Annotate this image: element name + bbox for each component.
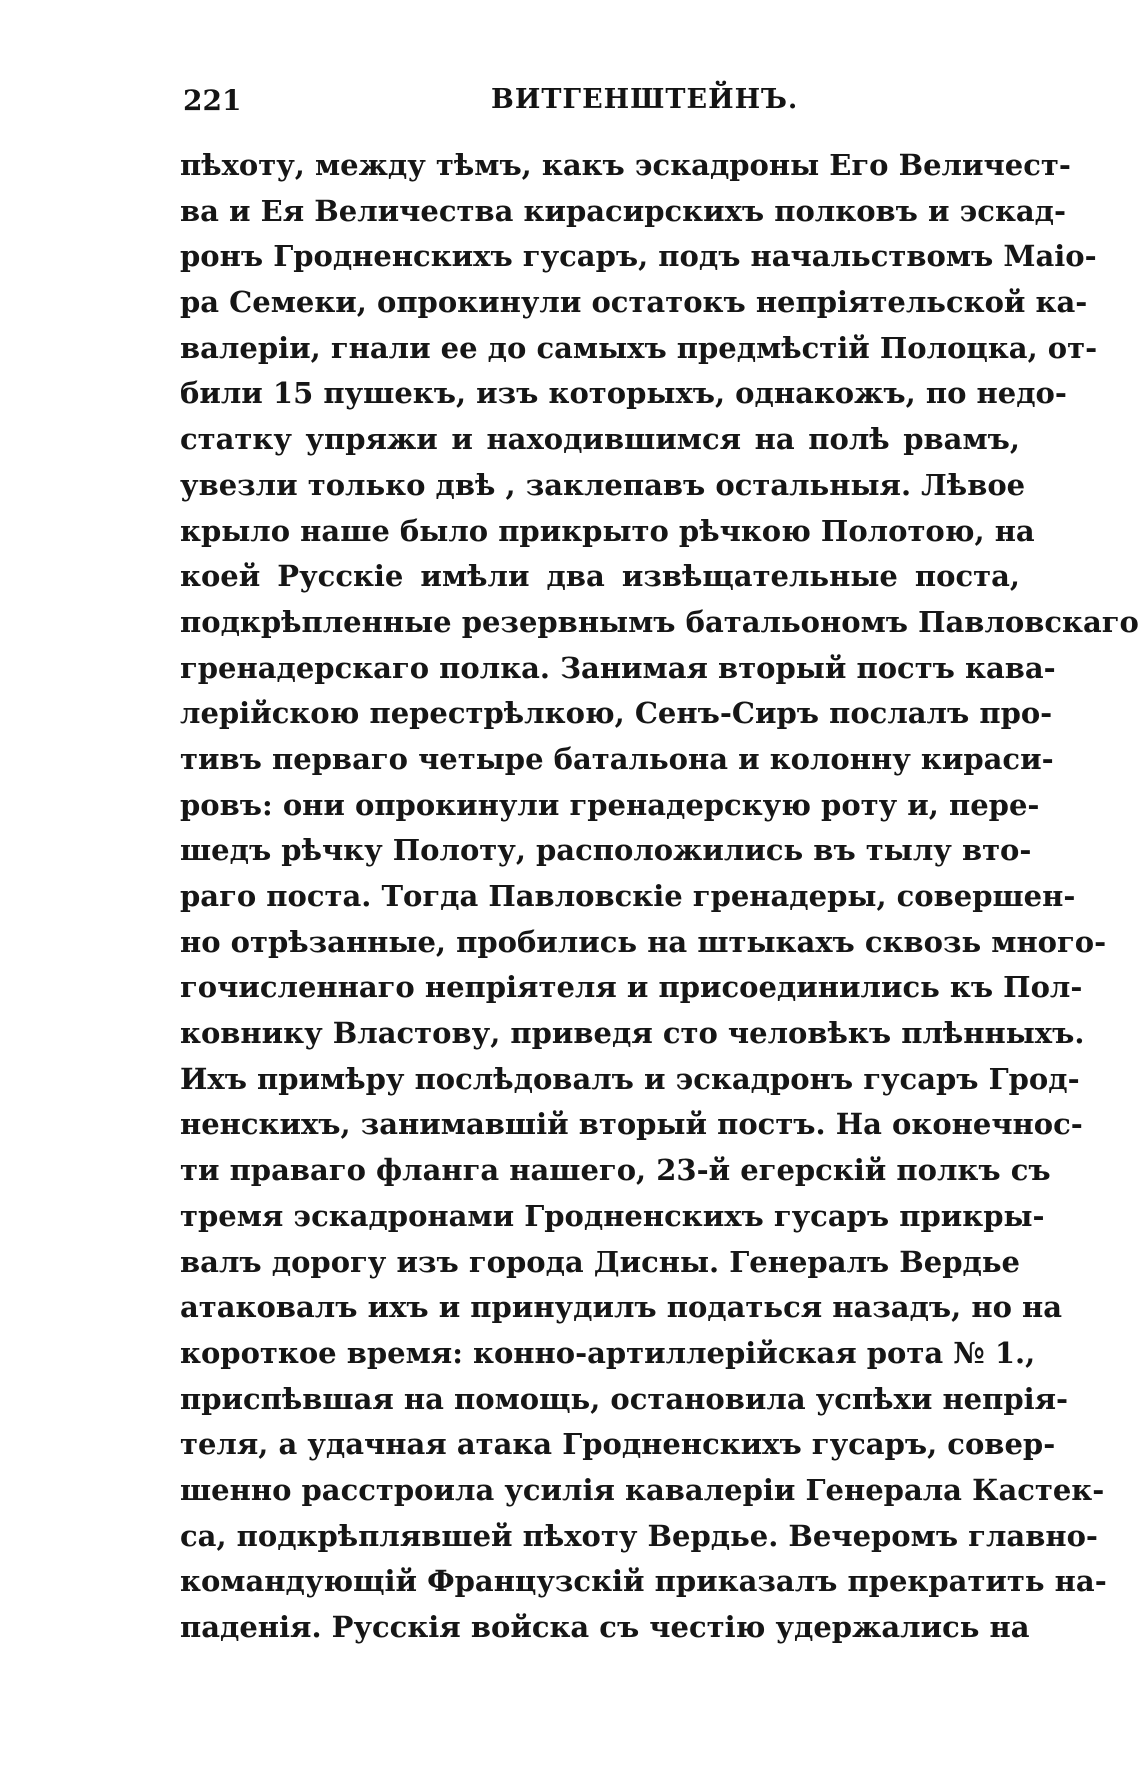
text-line: статку упряжи и находившимся на полѣ рвамъ, <box>180 422 1020 457</box>
text-line: шедъ рѣчку Полоту, расположились въ тылу вто- <box>180 833 1032 868</box>
text-line: Ихъ примѣру послѣдовалъ и эскадронъ гусаръ Грод- <box>180 1061 1080 1096</box>
body-text <box>180 143 1139 1651</box>
page-number: 221 <box>183 84 242 117</box>
text-line: командующій Французскій приказалъ прекратить на- <box>180 1564 1107 1599</box>
text-line: ра Семеки, опрокинули остатокъ непріятельской ка- <box>180 285 1088 320</box>
text-line: са, подкрѣплявшей пѣхоту Вердье. Вечеромъ главно- <box>180 1518 1098 1553</box>
text-line: валеріи, гнали ее до самыхъ предмѣстій Полоцка, от- <box>180 330 1098 365</box>
text-line: гочисленнаго непріятеля и присоединились къ Пол- <box>180 970 1083 1005</box>
text-line: били 15 пушекъ, изъ которыхъ, однакожъ, по недо- <box>180 376 1067 411</box>
running-title: ВИТГЕНШТЕЙНЪ. <box>491 84 799 115</box>
text-line: теля, а удачная атака Гродненскихъ гусаръ, совер- <box>180 1427 1056 1462</box>
text-line: ронъ Гродненскихъ гусаръ, подъ начальствомъ Маіо- <box>180 239 1097 274</box>
text-line: лерійскою перестрѣлкою, Сенъ-Сиръ послалъ про- <box>180 696 1053 731</box>
text-line: шенно расстроила усилія кавалеріи Генерала Кастек- <box>180 1472 1105 1507</box>
text-line: крыло наше было прикрыто рѣчкою Полотою, на <box>180 513 1035 548</box>
text-line: атаковалъ ихъ и принудилъ податься назадъ, но на <box>180 1290 1063 1325</box>
text-line: гренадерскаго полка. Занимая вторый постъ кава- <box>180 650 1056 685</box>
text-line: коей Русскіе имѣли два извѣщательные поста, <box>180 559 1020 594</box>
text-line: тремя эскадронами Гродненскихъ гусаръ прикры- <box>180 1198 1045 1233</box>
text-line: подкрѣпленные резервнымъ батальономъ Павловскаго <box>180 604 1139 639</box>
text-line: ненскихъ, занимавшій вторый постъ. На оконечнос- <box>180 1107 1083 1142</box>
text-line: ковнику Властову, приведя сто человѣкъ плѣнныхъ. <box>180 1016 1085 1051</box>
text-line: валъ дорогу изъ города Дисны. Генералъ Вердье <box>180 1244 1020 1279</box>
text-line: тивъ перваго четыре батальона и колонну кираси- <box>180 741 1054 776</box>
text-line: короткое время: конно-артиллерійская рота № 1., <box>180 1335 1036 1370</box>
text-line: ровъ: они опрокинули гренадерскую роту и, пере- <box>180 787 1040 822</box>
text-line: ти праваго фланга нашего, 23-й егерскій полкъ съ <box>180 1153 1051 1188</box>
text-line: пѣхоту, между тѣмъ, какъ эскадроны Его Величест- <box>180 148 1071 182</box>
text-line: ва и Ея Величества кирасирскихъ полковъ и эскад- <box>180 193 1067 228</box>
text-line: увезли только двѣ , заклепавъ остальныя. Лѣвое <box>180 467 1026 502</box>
text-line: приспѣвшая на помощь, остановила успѣхи непрія- <box>180 1381 1069 1416</box>
text-line: раго поста. Тогда Павловскіе гренадеры, совершен- <box>180 879 1076 913</box>
text-line: но отрѣзанные, пробились на штыкахъ сквозь много- <box>180 924 1107 959</box>
text-line: паденія. Русскія войска съ честію удержались на <box>180 1610 1030 1644</box>
